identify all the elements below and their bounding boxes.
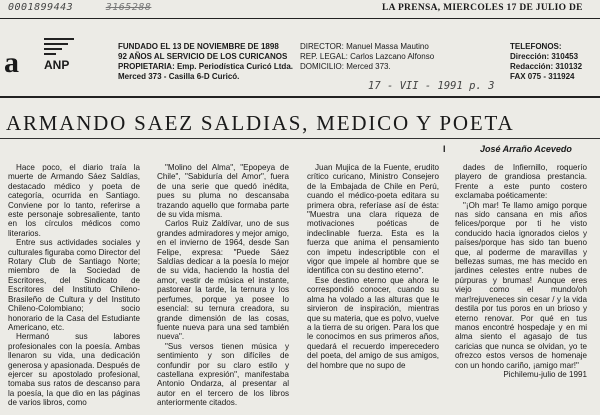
masthead-phone-info bbox=[510, 42, 582, 82]
edge-letter: a bbox=[4, 46, 19, 79]
masthead-line: Merced 373 - Casilla 6-D Curicó. bbox=[118, 72, 240, 81]
masthead-line: FUNDADO EL 13 DE NOVIEMBRE DE 1898 bbox=[118, 42, 279, 51]
paragraph: "Molino del Alma", "Epopeya de Chile", "Sabiduría del Amor", fuera de una serie que quedó inédita, pues su pluma no descansaba trazando aquello que formaba parte de su vida misma. bbox=[157, 163, 289, 220]
paragraph: Pichilemu-julio de 1991 bbox=[503, 369, 587, 379]
newspaper-running-head: LA PRENSA, MIERCOLES 17 DE JULIO DE bbox=[382, 3, 583, 13]
masthead-line: DIRECTOR: Manuel Massa Mautino bbox=[300, 42, 429, 51]
anp-logo-text: ANP bbox=[44, 58, 70, 72]
masthead-line: DOMICILIO: Merced 373. bbox=[300, 62, 391, 71]
masthead-line: FAX 075 - 311924 bbox=[510, 72, 575, 81]
article-column-3 bbox=[307, 163, 439, 415]
handwritten-date: 17 - VII - 1991 p. 3 bbox=[368, 80, 495, 92]
article-column-2 bbox=[157, 163, 289, 415]
paragraph: Hermanó sus labores profesionales con la poesía. Ambas llenaron su vida, una dedicación generosa y apasionada. Después de ejercer su apostolado profesional, tomaba sus ratos de descanso para la poesía, la que dio en las páginas de varios libros, como bbox=[8, 332, 140, 408]
article-headline: ARMANDO SAEZ SALDIAS, MEDICO Y POETA bbox=[6, 111, 515, 135]
paragraph: Hace poco, el diario traía la muerte de Armando Sáez Saldías, destacado médico y poeta de categoría, ocurrida en Santiago. Conviene por lo tanto, referirse a este personaje sobresaliente, tanto en los círculos médicos como literarios. bbox=[8, 163, 140, 238]
archive-code-struck: 3165288 bbox=[105, 2, 152, 13]
masthead-line: REP. LEGAL: Carlos Lazcano Alfonso bbox=[300, 52, 435, 61]
paragraph: dades de Infiernillo, roquerío playero de grandiosa prestancia. Frente a este punto costero exclamaba poéticamente: bbox=[455, 163, 587, 201]
paragraph: "¡Oh mar! Te llamo amigo porque nas sido cansana en mis años felices/porque por ti he visto conducido hacia ignorados cielos y países/porque has sido tan bueno que, al poderme de maravillas y bellezas sumas, me has mecido en jardines celestes entre nubes de púrpuras y brumas! Aunque eres viejo como el mundo/oh mar!rejuveneces sin cesar / y la vida destila por tus poros en un brioso y eterno renovar. Por qué en tus manos encontré hospedaje y en mi alma siento el agasajo de tus caricias que nunca se olvidan, yo te ofrezco estos versos de homenaje con un hondo cariño, ¡amigo mar!" bbox=[455, 200, 587, 370]
masthead-rule bbox=[0, 96, 600, 98]
masthead-line: 92 AÑOS AL SERVICIO DE LOS CURICANOS bbox=[118, 52, 288, 61]
anp-logo bbox=[44, 38, 84, 82]
masthead-line: Dirección: 310453 bbox=[510, 52, 579, 61]
article-column-4 bbox=[455, 163, 587, 415]
paragraph: Entre sus actividades sociales y culturales figuraba como Director del Rotary Club de Santiago Norte; miembro de la Sociedad de Escritores, del Sindicato de Escritores del Instituto Chileno-Brasileño de Cultura y del Instituto Chileno-Colombiano; socio honorario de la Casa del Estudiante Americano, etc. bbox=[8, 238, 140, 332]
masthead-line: Redacción: 310132 bbox=[510, 62, 583, 71]
article-column-1 bbox=[8, 163, 140, 415]
byline-marker: I bbox=[443, 144, 446, 154]
article-byline: José Arraño Acevedo bbox=[480, 144, 572, 154]
paragraph: "Sus versos tienen música y sentimiento y son difíciles de confundir por su claro estilo y castellana expresión", manifestaba Antonio Ondarza, al presentar al autor en el tercero de los libros anteriormente citados. bbox=[157, 341, 289, 408]
handwritten-archive-codes bbox=[8, 2, 308, 16]
paragraph: Juan Mujica de la Fuente, erudito crítico curicano, Ministro Consejero de la Embajada de Chile en Perú, cuando el médico-poeta editara su primera obra, referíase así de ésta: "Muestra una clara riqueza de motivaciones poéticas de indeclinable fuerza. Esta es la fuerza que anima el pensamiento con impetu indescriptible con el vigor que impele al hombre que se identifica con su destino eterno". bbox=[307, 163, 439, 276]
masthead-line: TELEFONOS: bbox=[510, 42, 562, 51]
headline-rule bbox=[0, 138, 600, 139]
top-rule bbox=[0, 18, 600, 19]
paragraph: Ese destino eterno que ahora le correspondió conocer, cuando su alma ha volado a las alturas que le sirvieron de inspiración, mientras que su materia, que es polvo, vuelve a la tierra de su origen. Para los que le conocimos en sus primeros años, quedará el recuerdo imperecedero del poeta, del amigo de sus amigos, del hombre que no supo de bbox=[307, 275, 439, 370]
archive-code: 0001899443 bbox=[8, 2, 74, 13]
paragraph: Carlos Ruiz Zaldívar, uno de sus grandes admiradores y mejor amigo, en el invierno de 1964, desde San Felipe, expresa: "Puede Sáez Saldías dedicar a la poesía lo mejor de su vida, haciendo la hostia del amor, vestir de música el instante, pastorear la tarde, la ternura y los perfumes, porque ya posee lo esencial: su ternura creadora, su grande dimensión de las cosas, fuente nueva para una sed también nueva". bbox=[157, 219, 289, 342]
masthead-staff-info bbox=[300, 42, 434, 72]
anp-logo-mark bbox=[44, 38, 84, 55]
masthead-line: PROPIETARIA: Emp. Periodística Curicó Ltda. bbox=[118, 62, 293, 71]
masthead-founding-info bbox=[118, 42, 293, 82]
